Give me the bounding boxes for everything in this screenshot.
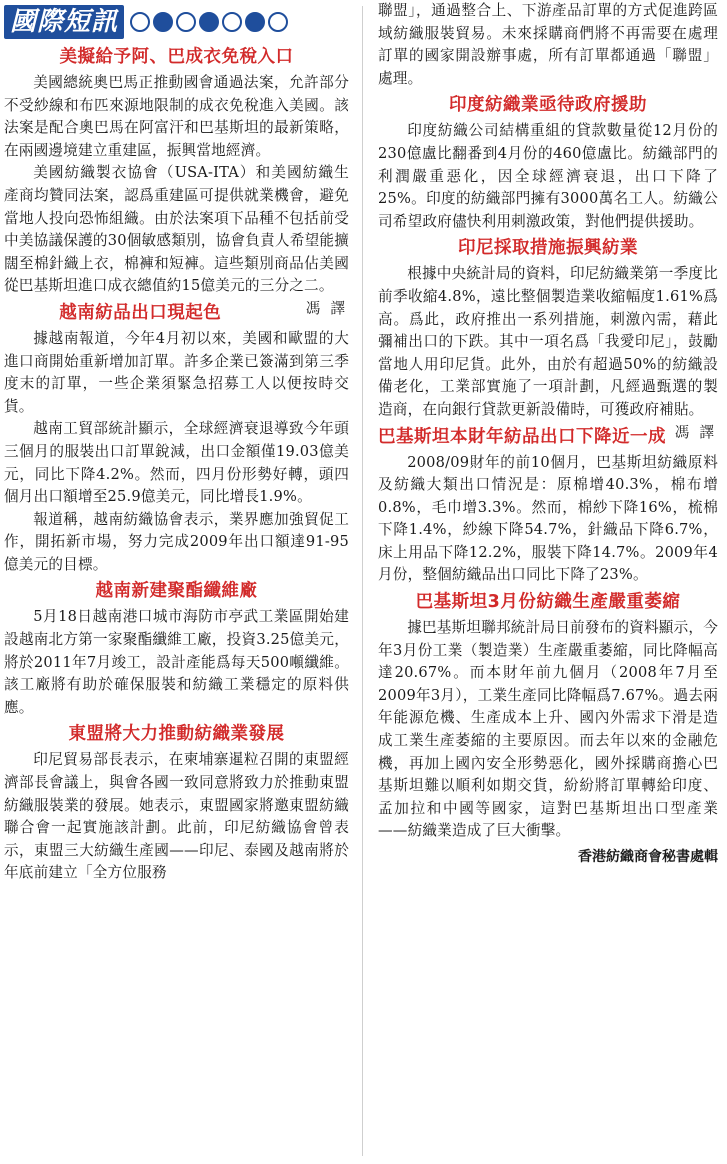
- article-paragraph: 報道稱，越南紡織協會表示，業界應加強貿促工作，開拓新市場，努力完成2009年出口額達91-95億美元的目標。: [4, 510, 349, 573]
- dot-icon: [176, 12, 196, 32]
- article-headline: 巴基斯坦3月份紡織生產嚴重萎縮: [415, 592, 681, 613]
- section-banner: [4, 2, 349, 42]
- dot-icon: [268, 12, 288, 32]
- author-credit: 馮譯: [674, 423, 724, 441]
- article-paragraph: 印度紡織公司結構重組的貸款數量從12月份的230億盧比翻番到4月份的460億盧比。紡織部門的利潤嚴重惡化，因全球經濟衰退，出口下降了25%。印度的紡織部門擁有3000萬名工人。紡織公司希望政府儘快利用刺激政策，對他們提供援助。: [378, 122, 718, 230]
- article-headline: 越南新建聚酯纖維廠: [95, 581, 258, 602]
- left-column: [4, 0, 355, 885]
- article-text: 根據中央統計局的資料，印尼紡織業第一季度比前季收縮4.8%，遠比整個製造業收縮幅度1.61%爲高。爲此，政府推出一系列措施，刺激內需，藉此彌補出口的下跌。其中一項名爲「我愛印尼」，鼓勵當地人用印尼貨。此外，由於有超過50%的紡織設備老化，工業部實施了一項計劃，凡經過甄選的製造商，在向銀行貸款更新設備時，可獲政府補貼。: [378, 265, 718, 418]
- article-paragraph: 越南工貿部統計顯示，全球經濟衰退導致今年頭三個月的服裝出口訂單銳減，出口金額僅19.03億美元，同比下降4.2%。然而，四月份形勢好轉，頭四個月出口額增至25.9億美元，同比增長1.9%。: [4, 420, 349, 506]
- article-paragraph: 2008/09財年的前10個月，巴基斯坦紡織原料及紡織大類出口情況是：原棉增40.3%，棉布增0.8%，毛巾增3.3%。然而，棉紗下降16%，梳棉下降1.4%，紗線下降54.7%，針織品下降6.7%，床上用品下降12.2%，服裝下降14.7%。2009年4月份，整個紡織品出口同比下降了23%。: [378, 453, 718, 584]
- article-paragraph: 5月18日越南港口城市海防市亭武工業區開始建設越南北方第一家聚酯纖維工廠，投資3.25億美元，將於2011年7月竣工，設計產能爲每天500噸纖維。該工廠將有助於確保服裝和紡織工業穩定的原料供應。: [4, 608, 349, 716]
- article-headline: 美擬給予阿、巴成衣免稅入口: [59, 47, 294, 67]
- article-headline: 越南紡品出口現起色: [59, 302, 222, 323]
- article-paragraph: 據越南報道，今年4月初以來，美國和歐盟的大進口商開始重新增加訂單。許多企業已簽滿到第三季度末的訂單，一些企業須緊急招募工人以便按時交貨。: [4, 329, 349, 415]
- dot-filled-icon: [199, 12, 219, 32]
- right-column: [378, 0, 724, 867]
- footer-credit: 香港紡織商會秘書處輯: [578, 849, 718, 865]
- article-headline: 巴基斯坦本財年紡品出口下降近一成: [378, 426, 666, 447]
- banner-dots: [130, 12, 288, 32]
- column-divider: [362, 6, 363, 1156]
- dot-icon: [222, 12, 242, 32]
- article-paragraph: 據巴基斯坦聯邦統計局日前發布的資料顯示，今年3月份工業（製造業）生產嚴重萎縮，同比降幅高達20.67%。而本財年前九個月（2008年7月至2009年3月），工業生產同比降幅爲7.67%。過去兩年能源危機、生產成本上升、國內外需求下滑是造成工業生產萎縮的主要原因。而去年以來的金融危機，再加上國內安全形勢惡化，國外採購商擔心巴基斯坦難以順利如期交貨，紛紛將訂單轉給印度、孟加拉和中國等國家，這對巴基斯坦出口型產業——紡織業造成了巨大衝擊。: [378, 619, 718, 840]
- article-paragraph-continued: 聯盟」，通過整合上、下游產品訂單的方式促進跨區域紡織服裝貿易。未來採購商們將不再需要在處理訂單的國家開設辦事處，所有訂單都通過「聯盟」處理。: [378, 2, 718, 87]
- article-headline: 印度紡織業亟待政府援助: [449, 95, 647, 116]
- dot-filled-icon: [245, 12, 265, 32]
- author-credit: 馮譯: [305, 299, 355, 317]
- article-headline: 東盟將大力推動紡織業發展: [68, 724, 285, 745]
- section-title: 國際短訊: [4, 5, 124, 39]
- dot-icon: [130, 12, 150, 32]
- article-text: 美國紡織製衣協會（USA-ITA）和美國紡織生產商均贊同法案，認爲重建區可提供就業機會，避免當地人投向恐怖組織。由於法案項下品種不包括前受中美協議保護的30個敏感類別，協會負責人希望能擴闊至棉針織上衣，棉褲和短褲。這些類別商品佔美國從巴基斯坦進口成衣總值約15億美元的三分之二。: [4, 164, 349, 295]
- article-paragraph: 美國總統奧巴馬正推動國會通過法案，允許部分不受紗線和布匹來源地限制的成衣免稅進入美國。該法案是配合奧巴馬在阿富汗和巴基斯坦的最新策略，在兩國邊境建立重建區，振興當地經濟。: [4, 74, 349, 159]
- dot-filled-icon: [153, 12, 173, 32]
- article-paragraph: 印尼貿易部長表示，在柬埔寨暹粒召開的東盟經濟部長會議上，與會各國一致同意將致力於推動東盟紡織服裝業的發展。她表示，東盟國家將邀東盟紡織聯合會一起實施該計劃。此前，印尼紡織協會曾表示，東盟三大紡織生產國——印尼、泰國及越南將於年底前建立「全方位服務: [4, 751, 349, 882]
- article-headline: 印尼採取措施振興紡業: [458, 238, 638, 259]
